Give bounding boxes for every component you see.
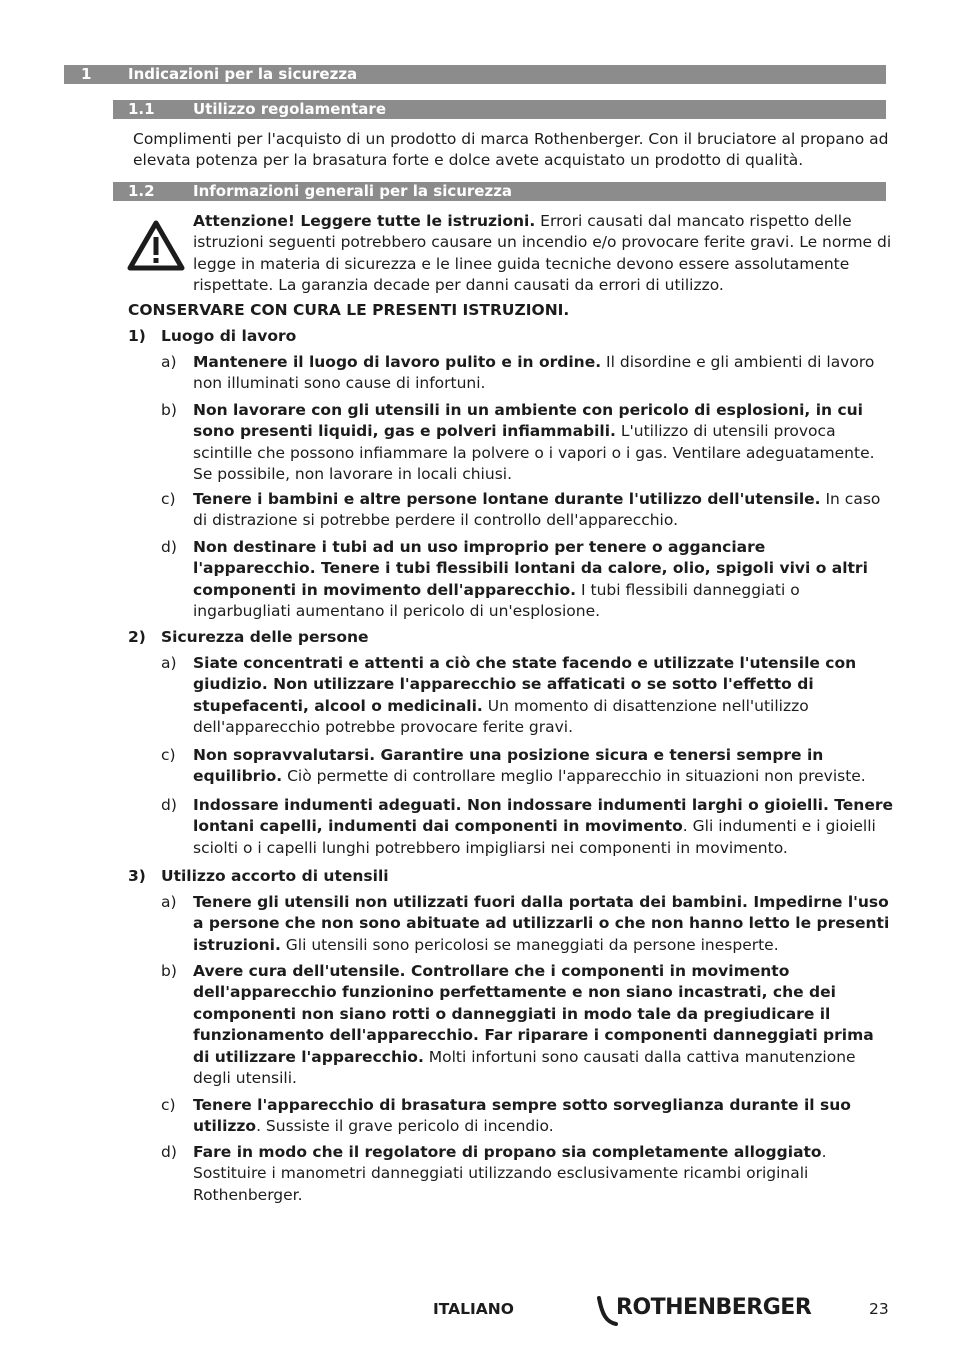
item-letter: b) <box>161 962 177 980</box>
item-body: Molti infortuni sono causati dalla cattiva manutenzione degli utensili. <box>193 1047 856 1088</box>
item-body: . Gli indumenti e i gioielli sciolti o i capelli lunghi potrebbero impigliarsi nei componenti in movimento. <box>193 817 876 857</box>
item-letter: d) <box>161 538 177 556</box>
section-number: 1.1 <box>128 100 155 118</box>
section-number: 1.2 <box>128 182 155 200</box>
section-number: 1 <box>81 65 92 83</box>
item-body: Ciò permette di controllare meglio l'apparecchio in situazioni non previste. <box>282 767 866 786</box>
item-body: Un momento di disattenzione nell'utilizzo dell'apparecchio potrebbe provocare ferite gravi. <box>193 696 809 737</box>
item-bold: Tenere l'apparecchio di brasatura sempre sotto sorveglianza durante il suo utilizzo <box>193 1096 851 1136</box>
item-body: Gli utensili sono pericolosi se maneggiati da persone inesperte. <box>280 935 779 954</box>
item-text <box>193 653 893 739</box>
section-header-1 <box>64 65 886 84</box>
item-text <box>193 1095 893 1138</box>
group-title: Utilizzo accorto di utensili <box>161 867 389 885</box>
intro-paragraph: Complimenti per l'acquisto di un prodotto di marca Rothenberger. Con il bruciatore al propano ad elevata potenza per la brasatura forte e dolce avete acquistato un prodotto di qualità. <box>133 130 889 170</box>
page-number: 23 <box>869 1300 889 1318</box>
item-bold: Tenere gli utensili non utilizzati fuori dalla portata dei bambini. Impedirne l'uso a persone che non sono abituate ad utilizzarli o che non hanno letto le presenti istruzioni. <box>193 893 890 954</box>
item-text <box>193 961 893 1089</box>
group-number: 3) <box>128 867 146 885</box>
section-title: Indicazioni per la sicurezza <box>128 65 358 83</box>
item-bold: Mantenere il luogo di lavoro pulito e in ordine. <box>193 353 602 371</box>
item-body: Il disordine e gli ambienti di lavoro non illuminati sono cause di infortuni. <box>193 353 875 393</box>
group-heading-1 <box>128 326 296 347</box>
item-letter: a) <box>161 654 177 672</box>
item-letter: c) <box>161 490 176 508</box>
group-heading-2 <box>128 627 369 648</box>
item-letter: c) <box>161 746 176 764</box>
group-number: 2) <box>128 628 146 646</box>
item-letter: a) <box>161 893 177 911</box>
conserve-notice: CONSERVARE CON CURA LE PRESENTI ISTRUZIONI. <box>128 301 570 319</box>
item-body: . Sostituire i manometri danneggiati utilizzando esclusivamente ricambi originali Rothenberger. <box>193 1143 827 1204</box>
item-bold: Non lavorare con gli utensili in un ambiente con pericolo di esplosioni, in cui sono presenti liquidi, gas e polveri infiammabili. <box>193 401 863 441</box>
warning-text <box>193 211 893 297</box>
item-letter: a) <box>161 353 177 371</box>
item-bold: Avere cura dell'utensile. Controllare che i componenti in movimento dell'apparecchio funzionino perfettamente e non siano incastrati, che dei componenti non siano rotti o danneggiati in modo tale da pregiudicare il funzionamento dell'apparecchio. Far riparare i componenti danneggiati prima di utilizzare l'apparecchio. <box>193 962 874 1066</box>
warning-body: Errori causati dal mancato rispetto delle istruzioni seguenti potrebbero causare un incendio e/o provocare ferite gravi. Le norme di legge in materia di sicurezza e le linee guida tecniche devono essere assolutamente rispettate. La garanzia decade per danni causati da errori di utilizzo. <box>193 212 892 295</box>
item-body: In caso di distrazione si potrebbe perdere il controllo dell'apparecchio. <box>193 490 881 530</box>
section-header-1-2 <box>113 182 886 201</box>
footer-language: ITALIANO <box>433 1300 514 1318</box>
group-number: 1) <box>128 327 146 345</box>
section-header-1-1 <box>113 100 886 119</box>
item-letter: b) <box>161 401 177 419</box>
item-body: I tubi flessibili danneggiati o ingarbugliati aumentano il pericolo di un'esplosione. <box>193 580 800 621</box>
item-body: L'utilizzo di utensili provoca scintille che possono infiammare la polvere o i vapori o i gas. Ventilare adeguatamente. Se possibile, non lavorare in locali chiusi. <box>193 422 875 484</box>
item-text <box>193 400 893 486</box>
brand-swoosh-icon <box>596 1294 618 1328</box>
warning-triangle-icon <box>127 220 185 272</box>
item-letter: c) <box>161 1096 176 1114</box>
item-bold: Fare in modo che il regolatore di propano sia completamente alloggiato <box>193 1143 822 1161</box>
item-text <box>193 745 893 788</box>
item-bold: Tenere i bambini e altre persone lontane durante l'utilizzo dell'utensile. <box>193 490 821 508</box>
warning-bold: Attenzione! Leggere tutte le istruzioni. <box>193 212 536 230</box>
section-title: Utilizzo regolamentare <box>193 100 386 118</box>
section-title: Informazioni generali per la sicurezza <box>193 182 513 200</box>
item-bold: Siate concentrati e attenti a ciò che state facendo e utilizzate l'utensile con giudizio. Non utilizzare l'apparecchio se affaticati o se sotto l'effetto di stupefacenti, alcool o medicinali. <box>193 654 857 715</box>
item-text <box>193 1142 893 1206</box>
item-letter: d) <box>161 1143 177 1161</box>
item-bold: Non sopravvalutarsi. Garantire una posizione sicura e tenersi sempre in equilibrio. <box>193 746 824 786</box>
item-body: . Sussiste il grave pericolo di incendio. <box>256 1117 554 1136</box>
item-letter: d) <box>161 796 177 814</box>
item-text <box>193 489 893 532</box>
item-text <box>193 795 893 859</box>
group-heading-3 <box>128 866 389 887</box>
item-bold: Non destinare i tubi ad un uso improprio per tenere o agganciare l'apparecchio. Tenere i tubi flessibili lontani da calore, olio, spigoli vivi o altri componenti in movimento dell'apparecchio. <box>193 538 868 599</box>
group-title: Luogo di lavoro <box>161 327 297 345</box>
item-text <box>193 537 893 623</box>
item-text <box>193 352 893 395</box>
brand-name: ROTHENBERGER <box>616 1295 812 1320</box>
item-bold: Indossare indumenti adeguati. Non indossare indumenti larghi o gioielli. Tenere lontani capelli, indumenti dai componenti in movimento <box>193 796 894 836</box>
item-text <box>193 892 893 956</box>
group-title: Sicurezza delle persone <box>161 628 369 646</box>
